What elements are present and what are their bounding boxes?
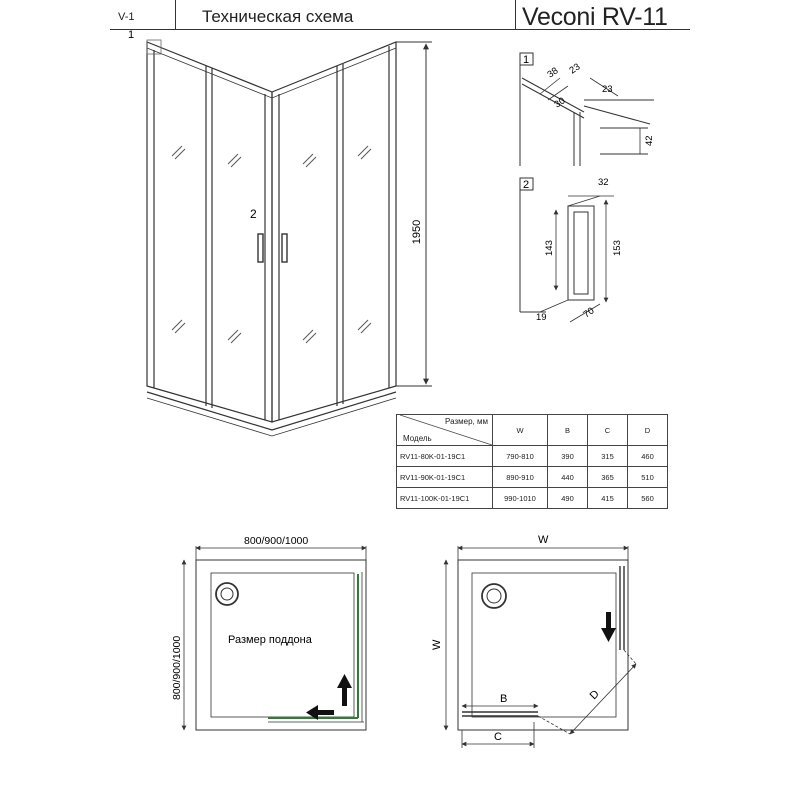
spec-col-w: W xyxy=(493,415,548,446)
detail-1-label: 1 xyxy=(523,54,530,66)
detail-2-label: 2 xyxy=(523,179,530,191)
spec-col-b: B xyxy=(548,415,588,446)
detail-1-dim-23b: 23 xyxy=(602,84,613,95)
height-dimension: 1950 xyxy=(411,219,423,245)
detail-1-dim-42: 42 xyxy=(644,135,655,146)
plan-right-d: D xyxy=(587,688,602,703)
plan-right-w-top: W xyxy=(538,534,549,546)
table-row xyxy=(397,488,668,509)
spec-header-size: Размер, мм xyxy=(445,417,488,426)
slide-arrows-left xyxy=(306,674,352,720)
detail-1 xyxy=(520,53,654,166)
detail-1-dim-30: 30 xyxy=(552,95,568,111)
detail-1-dim-38: 38 xyxy=(545,65,561,81)
spec-d: 460 xyxy=(628,446,668,467)
detail-2-dim-19: 19 xyxy=(536,312,547,323)
spec-c: 315 xyxy=(588,446,628,467)
slide-arrow-right xyxy=(601,612,616,642)
spec-w: 890-910 xyxy=(493,467,548,488)
detail-2-dim-32: 32 xyxy=(598,177,609,188)
spec-model: RV11-100K-01-19C1 xyxy=(397,488,493,509)
spec-d: 560 xyxy=(628,488,668,509)
spec-w: 990-1010 xyxy=(493,488,548,509)
door-handle-left xyxy=(258,234,263,262)
spec-b: 390 xyxy=(548,446,588,467)
plan-right-b: B xyxy=(500,693,508,705)
spec-col-d: D xyxy=(628,415,668,446)
callout-2: 2 xyxy=(250,207,257,221)
detail-2 xyxy=(520,178,614,322)
page-title: Техническая схема xyxy=(176,0,516,30)
spec-c: 415 xyxy=(588,488,628,509)
detail-2-dim-70: 70 xyxy=(581,305,597,321)
plan-left-height: 800/900/1000 xyxy=(171,635,183,700)
detail-1-dim-23a: 23 xyxy=(567,61,583,77)
spec-d: 510 xyxy=(628,467,668,488)
table-row xyxy=(397,467,668,488)
spec-col-c: C xyxy=(588,415,628,446)
spec-b: 440 xyxy=(548,467,588,488)
plan-left-width: 800/900/1000 xyxy=(244,535,309,547)
spec-b: 490 xyxy=(548,488,588,509)
tray-size-label: Размер поддона xyxy=(228,634,312,646)
spec-c: 365 xyxy=(588,467,628,488)
height-dimension-line xyxy=(396,42,432,386)
door-handle-right xyxy=(282,234,287,262)
spec-header-corner xyxy=(397,415,493,446)
table-row xyxy=(397,446,668,467)
spec-model: RV11-80K-01-19C1 xyxy=(397,446,493,467)
callout-1: 1 xyxy=(128,29,135,41)
spec-model: RV11-90K-01-19C1 xyxy=(397,467,493,488)
sheet-code: V-1 xyxy=(110,0,176,30)
model-name: Veconi RV-11 xyxy=(516,0,690,30)
plan-right-w-side: W xyxy=(431,639,443,650)
spec-w: 790-810 xyxy=(493,446,548,467)
plan-right xyxy=(446,546,636,748)
detail-2-dim-143: 143 xyxy=(544,240,555,256)
plan-right-c: C xyxy=(494,731,502,743)
front-view-enclosure xyxy=(147,42,396,436)
detail-2-dim-153: 153 xyxy=(612,240,623,256)
spec-header-model: Модель xyxy=(403,434,432,443)
spec-table xyxy=(396,414,668,509)
